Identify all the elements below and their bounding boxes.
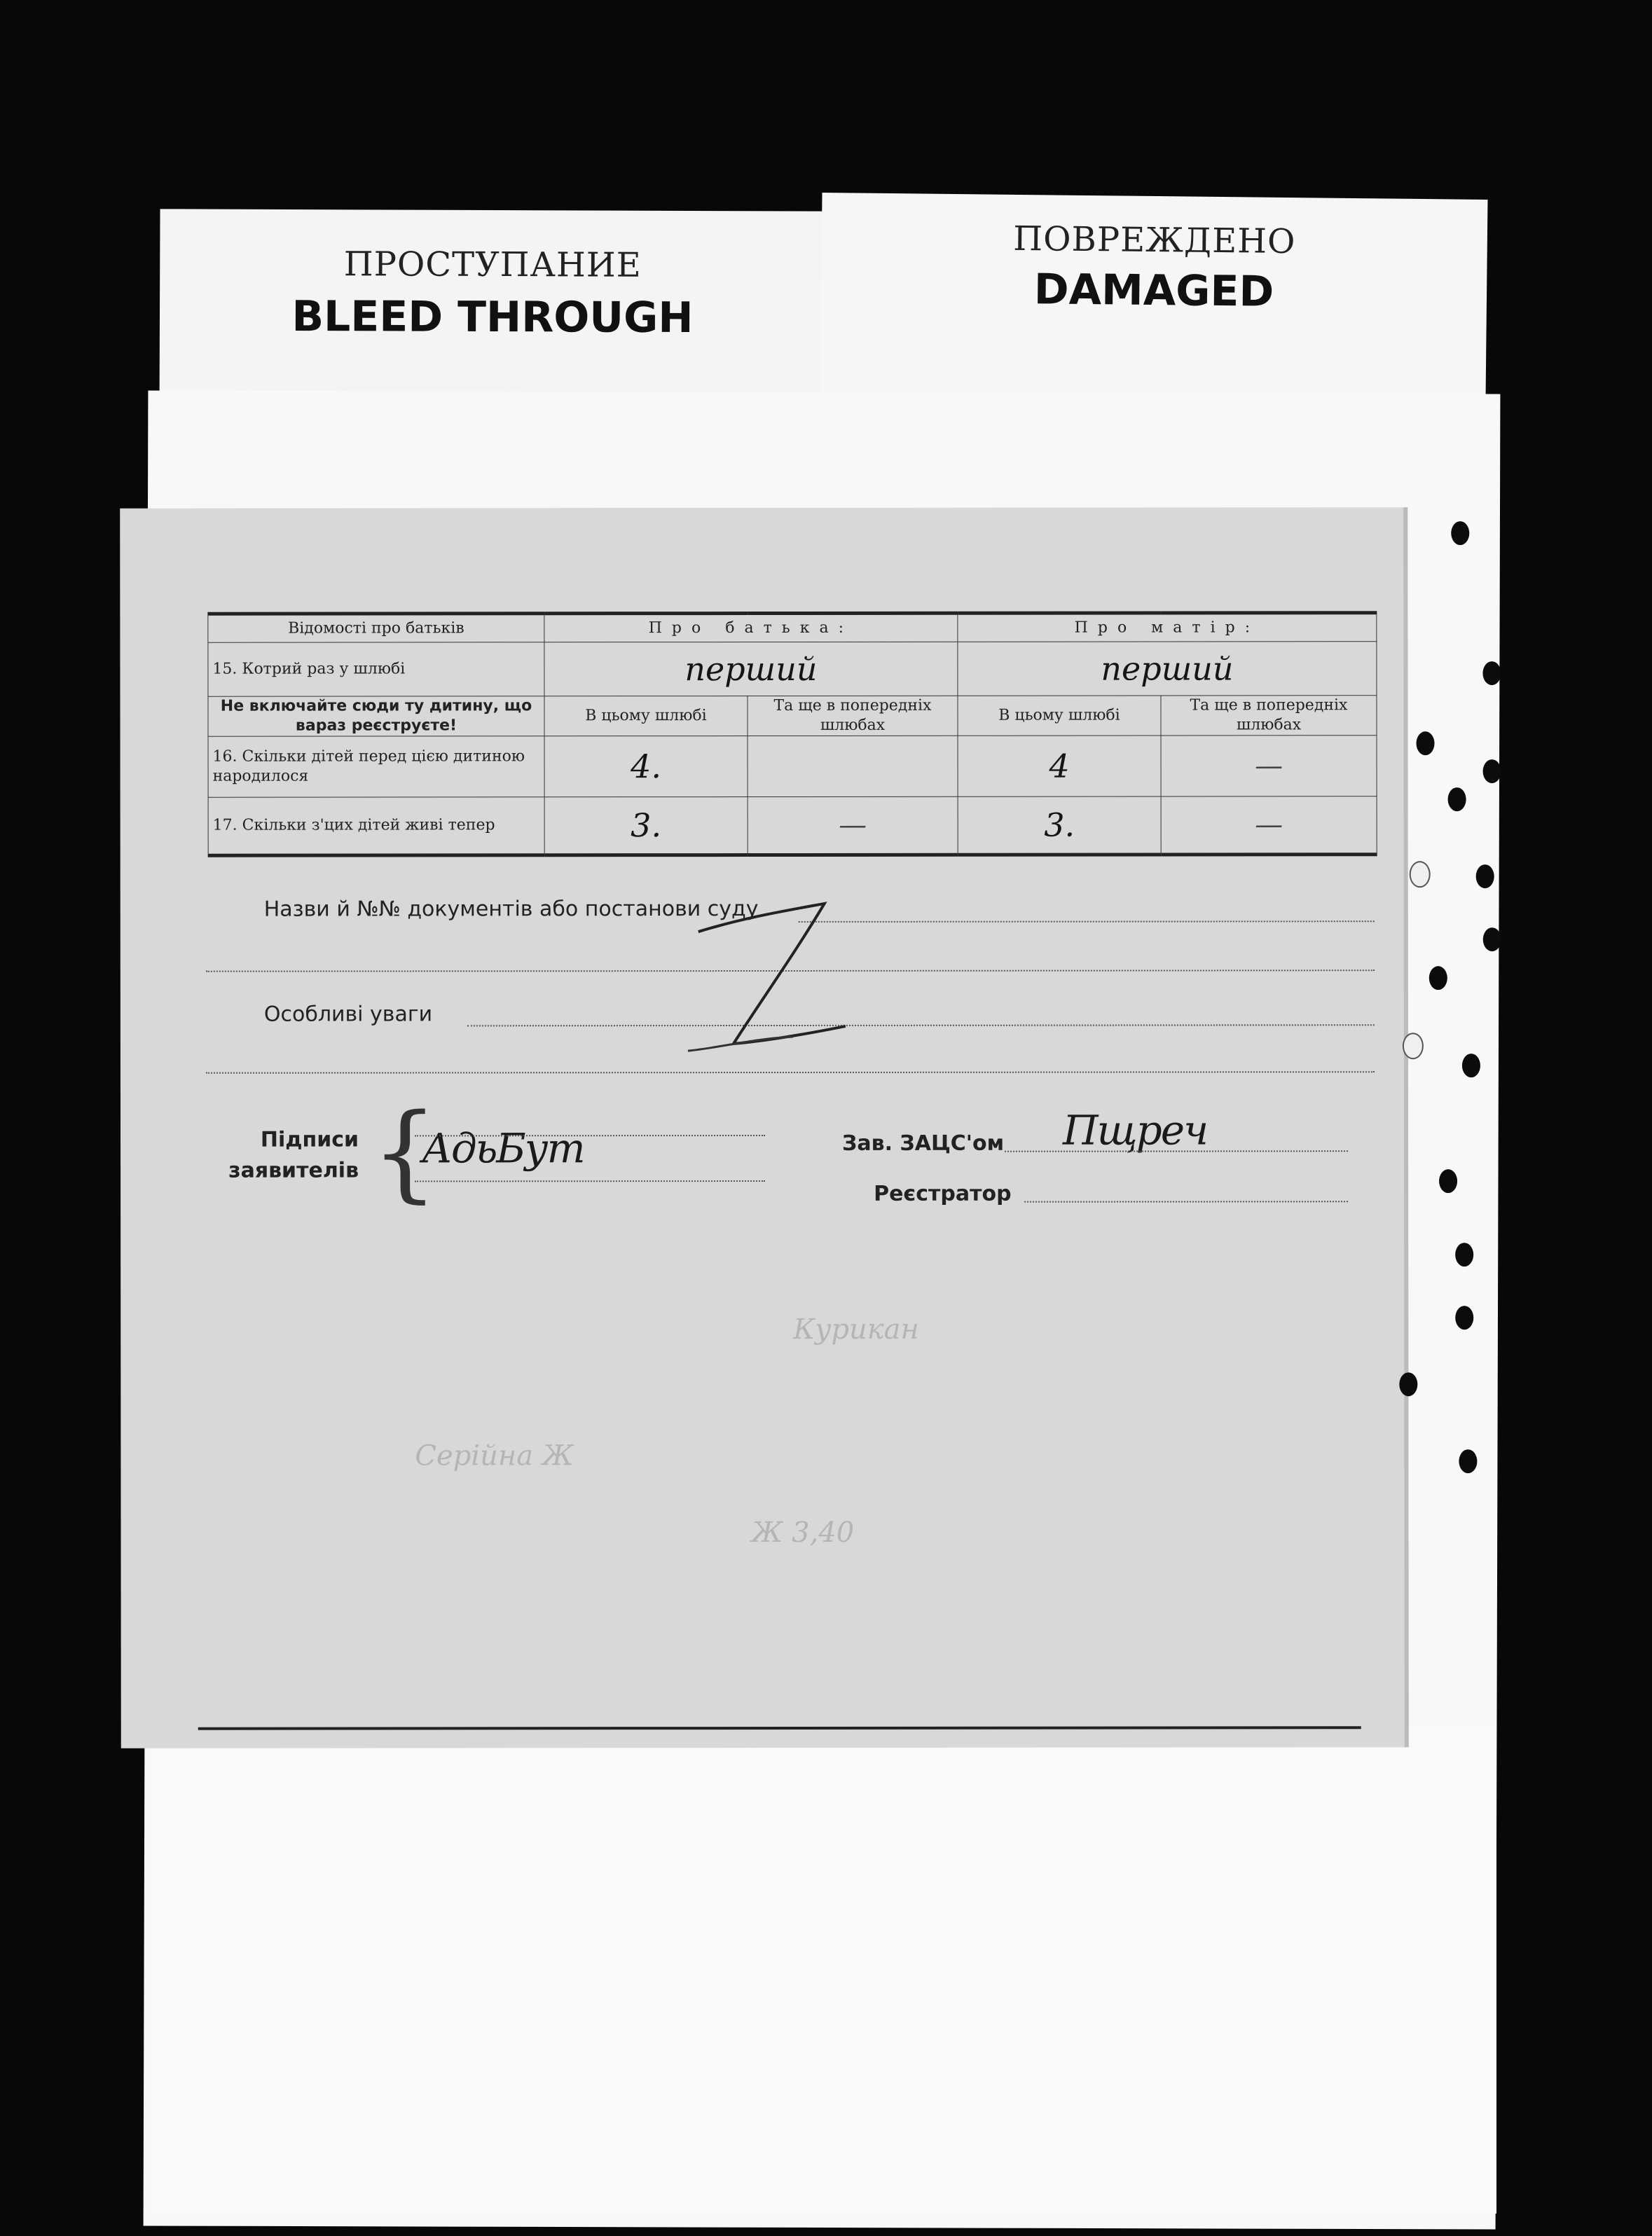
table-subheader-row [208, 696, 1377, 736]
row-label-children-alive: 17. Скільки з'цих дітей живі тепер [208, 797, 544, 855]
signature-line-1 [415, 1135, 765, 1136]
head-label: Зав. ЗАЦС'ом [842, 1131, 1005, 1156]
parents-info-table [207, 611, 1377, 857]
header-mother: Про матір: [958, 613, 1377, 642]
registry-form-page [120, 507, 1409, 1748]
binding-hole [1482, 661, 1501, 685]
bleed-through-text: Ж 3,40 [751, 1516, 855, 1550]
binding-hole [1462, 1054, 1480, 1077]
binding-hole [1455, 1243, 1473, 1267]
bleed-through-label-en: BLEED THROUGH [291, 291, 694, 343]
bleed-through-label-ru: ПРОСТУПАНИЕ [343, 244, 642, 285]
table-row [208, 736, 1377, 797]
binding-hole [1451, 521, 1469, 545]
damaged-label-en: DAMAGED [1033, 265, 1274, 317]
binding-hole [1483, 927, 1501, 951]
table-row [208, 642, 1377, 696]
bleed-through-text: Курикан [793, 1313, 919, 1346]
bottom-rule [198, 1726, 1361, 1730]
exclusion-warning: Не включайте сюди ту дитину, що вараз реєструєте! [208, 696, 544, 736]
registrar-label: Реєстратор [874, 1181, 1012, 1206]
backing-sheet-lower [151, 1723, 1496, 2214]
father-children-alive-prev: — [748, 796, 958, 855]
binding-hole [1429, 966, 1447, 990]
damaged-label-ru: ПОВРЕЖДЕНО [1013, 219, 1296, 262]
bleed-through-text: Серійна Ж [415, 1440, 574, 1472]
binding-hole [1410, 861, 1431, 888]
father-children-born-this: 4. [544, 736, 748, 797]
damaged-flag [820, 193, 1488, 403]
signature-line-2 [415, 1180, 765, 1182]
father-children-born-prev [748, 736, 958, 796]
head-signature: Пщреч [1062, 1106, 1208, 1154]
binding-hole [1399, 1372, 1417, 1396]
mother-children-born-this: 4 [958, 736, 1161, 796]
subheader-mother-this: В цьому шлюбі [958, 696, 1161, 736]
head-line [1005, 1150, 1348, 1152]
applicant-signature: АдьБут [421, 1124, 584, 1173]
subheader-father-this: В цьому шлюбі [544, 696, 748, 736]
notes-line [467, 1024, 1375, 1026]
father-children-alive-this: 3. [544, 797, 748, 855]
binding-hole [1403, 1033, 1424, 1059]
header-parents-info: Відомості про батьків [208, 614, 544, 642]
binding-hole [1483, 759, 1501, 783]
registrar-line [1024, 1201, 1348, 1202]
documents-label: Назви й №№ документів або постанови суду [263, 897, 759, 922]
notes-label: Особливі уваги [263, 1002, 433, 1027]
subheader-father-prev: Та ще в попередніх шлюбах [748, 696, 958, 736]
father-marriage-number: перший [544, 642, 958, 696]
z-strikethrough-mark [681, 900, 863, 1075]
signatures-label: Підписи заявителів [228, 1127, 359, 1183]
table-header-row [208, 613, 1377, 642]
binding-hole [1448, 787, 1466, 811]
binding-hole [1459, 1449, 1477, 1473]
mother-marriage-number: перший [958, 642, 1377, 696]
mother-children-born-prev: — [1161, 736, 1377, 796]
row-label-marriage-number: 15. Котрий раз у шлюбі [208, 642, 544, 696]
table-row [208, 796, 1377, 855]
binding-hole [1476, 864, 1494, 888]
subheader-mother-prev: Та ще в попередніх шлюбах [1161, 696, 1377, 736]
signatures-brace: { [371, 1091, 439, 1214]
bleed-through-flag [159, 209, 825, 421]
mother-children-alive-this: 3. [958, 796, 1161, 855]
binding-hole [1439, 1169, 1457, 1193]
binding-hole [1417, 731, 1435, 755]
documents-line [799, 920, 1375, 923]
binding-hole [1455, 1306, 1473, 1330]
row-label-children-born: 16. Скільки дітей перед цією дитиною народилося [208, 736, 544, 797]
header-father: Про батька: [544, 613, 958, 642]
mother-children-alive-prev: — [1161, 796, 1377, 855]
